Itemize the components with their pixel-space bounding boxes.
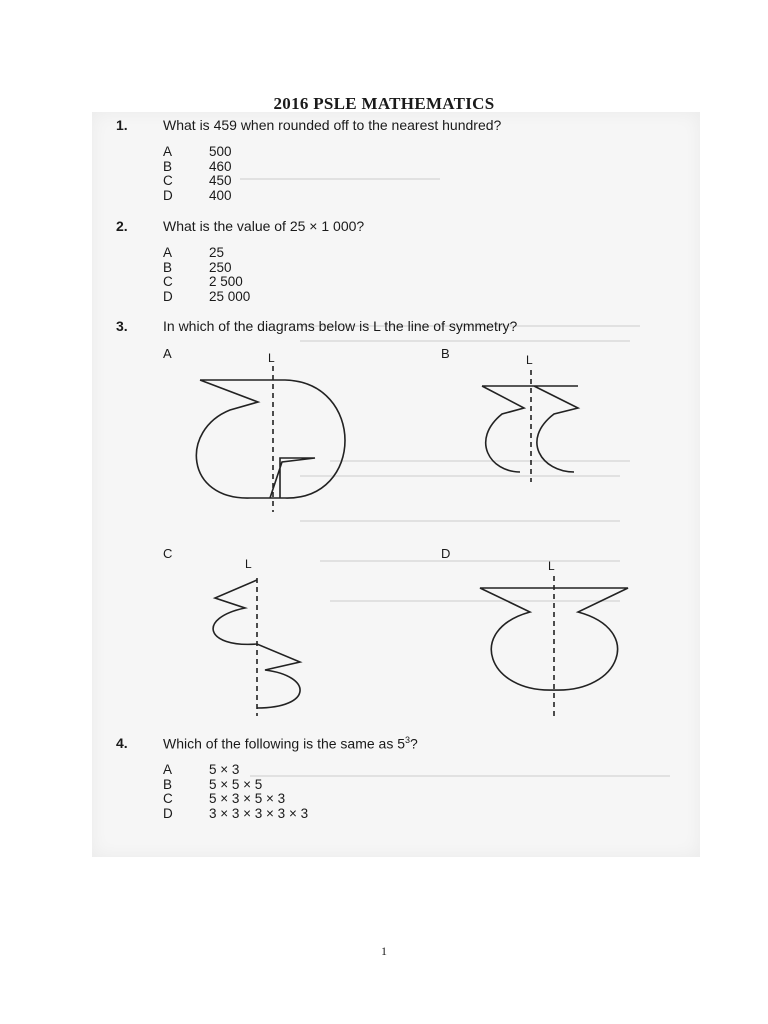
option-a: [163, 145, 232, 160]
figure-a-diagram: [190, 350, 360, 520]
shape-outline: [196, 380, 345, 498]
options-list: [163, 246, 250, 304]
option-letter: C: [163, 274, 173, 289]
option-d: [163, 290, 250, 305]
option-letter: D: [163, 805, 173, 821]
question-text: What is the value of 25 × 1 000?: [163, 218, 365, 234]
question-number: 4.: [116, 735, 128, 751]
option-letter: D: [163, 187, 173, 203]
option-letter: D: [163, 288, 173, 304]
question-number: 2.: [116, 218, 128, 234]
option-a: [163, 763, 308, 778]
option-b: [163, 261, 250, 276]
option-letter: C: [163, 791, 173, 806]
options-list: [163, 145, 232, 203]
line-label: L: [245, 557, 252, 571]
option-letter: C: [163, 173, 173, 188]
option-value: 460: [209, 158, 232, 174]
option-value: 400: [209, 187, 232, 203]
question-number: 1.: [116, 117, 128, 133]
option-c: [163, 275, 250, 290]
option-b: [163, 778, 308, 793]
shape-outline: [482, 386, 578, 472]
option-value: 5 × 5 × 5: [209, 776, 263, 792]
option-letter: B: [163, 158, 173, 174]
question-text: In which of the diagrams below is L the line of symmetry?: [163, 318, 518, 334]
option-value: 5 × 3 × 5 × 3: [209, 791, 286, 806]
option-c: [163, 792, 308, 807]
option-value: 500: [209, 144, 232, 159]
option-value: 250: [209, 259, 232, 275]
option-value: 3 × 3 × 3 × 3 × 3: [209, 805, 309, 821]
option-value: 5 × 3: [209, 762, 240, 777]
option-letter: A: [163, 245, 173, 260]
line-label: L: [268, 351, 275, 365]
option-letter: A: [163, 144, 173, 159]
figure-c-diagram: [205, 558, 315, 718]
line-label: L: [548, 559, 555, 573]
option-letter: B: [163, 259, 173, 275]
question-text-main: Which of the following is the same as 5: [163, 735, 406, 752]
option-d: [163, 189, 232, 204]
option-value: 25 000: [209, 288, 251, 304]
figure-b-diagram: [470, 350, 590, 490]
option-letter: B: [163, 776, 173, 792]
page-title: 2016 PSLE MATHEMATICS: [273, 94, 495, 113]
figure-d-diagram: [470, 558, 650, 723]
option-value: 25: [209, 245, 225, 260]
option-a: [163, 246, 250, 261]
option-letter: A: [163, 762, 173, 777]
question-text: [163, 735, 418, 752]
question-number: 3.: [116, 318, 128, 334]
line-label: L: [526, 353, 533, 367]
option-b: [163, 160, 232, 175]
option-value: 2 500: [209, 274, 243, 289]
options-list: [163, 763, 308, 821]
figure-c-label: C: [163, 546, 173, 561]
figure-b-label: B: [441, 346, 450, 361]
exponent: 3: [405, 735, 411, 745]
option-c: [163, 174, 232, 189]
option-value: 450: [209, 173, 232, 188]
figure-a-label: A: [163, 346, 172, 361]
question-mark: ?: [410, 735, 418, 752]
option-d: [163, 807, 308, 822]
page-number: 1: [381, 944, 387, 958]
question-text: What is 459 when rounded off to the nearest hundred?: [163, 117, 502, 133]
figure-d-label: D: [441, 546, 451, 561]
